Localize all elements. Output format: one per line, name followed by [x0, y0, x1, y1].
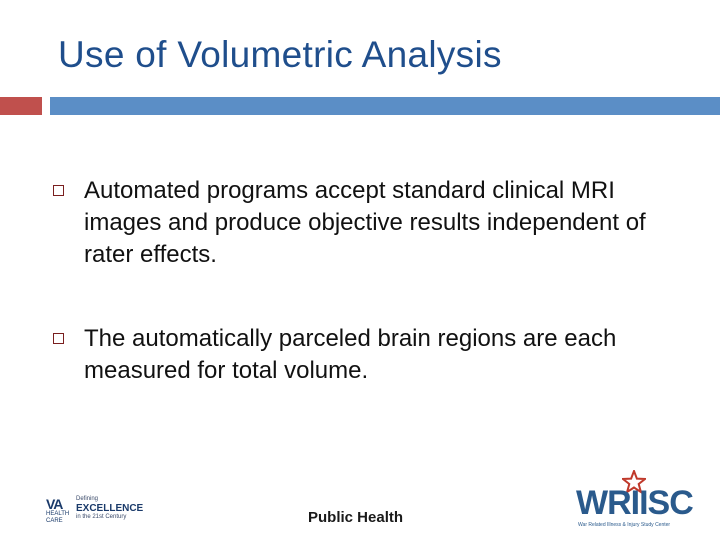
va-logo-text: Defining EXCELLENCE in the 21st Century — [76, 496, 144, 520]
va-health-care-logo — [46, 496, 142, 526]
va-mark-icon: VA HEALTH CARE — [46, 496, 70, 524]
bullet-list — [50, 175, 690, 387]
bullet-item — [50, 175, 690, 271]
title-rule-gap — [42, 97, 50, 115]
square-bullet-icon — [53, 333, 64, 344]
wriisc-logo — [572, 470, 692, 532]
slide-title: Use of Volumetric Analysis — [58, 34, 502, 75]
title-rule-red — [0, 97, 42, 115]
wriisc-wordmark: WRIISC — [576, 484, 693, 522]
bullet-item — [50, 323, 690, 387]
title-rule-blue — [50, 97, 720, 115]
footer-label: Public Health — [308, 509, 404, 526]
square-bullet-icon — [53, 185, 64, 196]
bullet-text: The automatically parceled brain regions are each measured for total volume. — [84, 325, 617, 384]
wriisc-subtitle: War Related Illness & Injury Study Center — [578, 522, 671, 528]
bullet-text: Automated programs accept standard clinical MRI images and produce objective results independent of rater effects. — [84, 177, 646, 268]
